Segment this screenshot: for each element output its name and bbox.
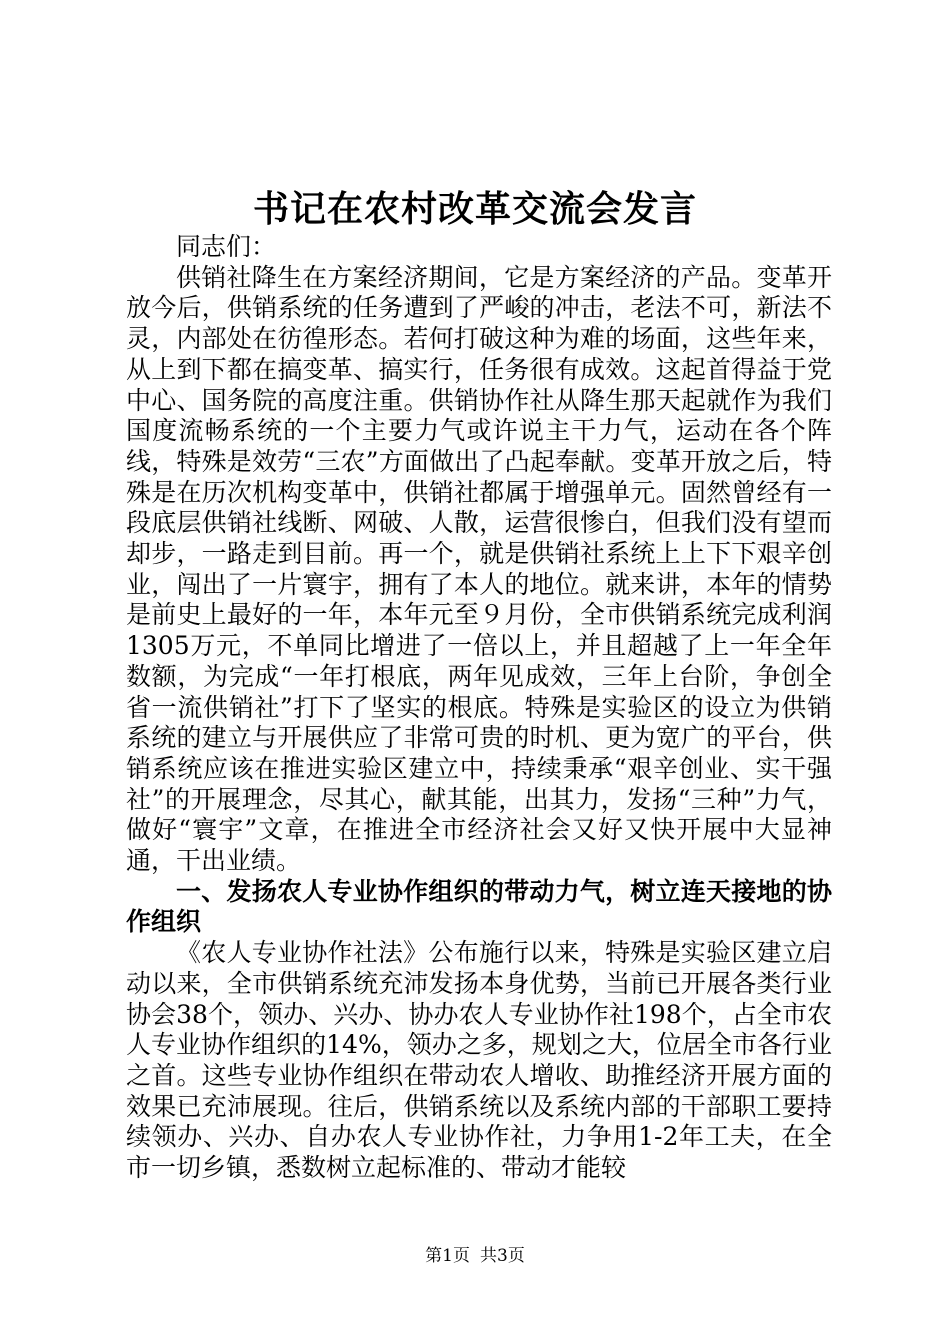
section-paragraph: 《农人专业协作社法》公布施行以来，特殊是实验区建立启动以来，全市供销系统充沛发扬本身优势，当前已开展各类行业协会38个，领办、兴办、协办农人专业协作社198个，占全市农人专业协作组织的14%，领办之多，规划之大，位居全市各行业之首。这些专业协作组织在带动农人增收、助推经济开展方面的效果已充沛展现。往后，供销系统以及系统内部的干部职工要持续领办、兴办、自办农人专业协作社，力争用1-2年工夫，在全市一切乡镇，悉数树立起标准的、带动才能较: [126, 938, 832, 1183]
salutation: 同志们：: [176, 232, 277, 261]
body-paragraph: 供销社降生在方案经济期间，它是方案经济的产品。变革开放今后，供销系统的任务遭到了严峻的冲击，老法不可，新法不灵，内部处在彷徨形态。若何打破这种为难的场面，这些年来，从上到下都在搞变革、搞实行，任务很有成效。这起首得益于党中心、国务院的高度注重。供销协作社从降生那天起就作为我们国度流畅系统的一个主要力气或许说主干力气，运动在各个阵线，特殊是效劳“三农”方面做出了凸起奉献。变革开放之后，特殊是在历次机构变革中，供销社都属于增强单元。固然曾经有一段底层供销社线断、网破、人散，运营很惨白，但我们没有望而却步，一路走到目前。再一个，就是供销社系统上上下下艰辛创业，闯出了一片寰宇，拥有了本人的地位。就来讲，本年的情势是前史上最好的一年，本年元至９月份，全市供销系统完成利润1305万元，不单同比增进了一倍以上，并且超越了上一年全年数额，为完成“一年打根底，两年见成效，三年上台阶，争创全省一流供销社”打下了坚实的根底。特殊是实验区的设立为供销系统的建立与开展供应了非常可贵的时机、更为宽广的平台，供销系统应该在推进实验区建立中，持续秉承“艰辛创业、实干强社”的开展理念，尽其心，献其能，出其力，发扬“三种”力气，做好“寰宇”文章，在推进全市经济社会又好又快开展中大显神通，干出业绩。: [126, 262, 832, 876]
page-number: 第1页: [425, 1246, 470, 1266]
document-body: [126, 232, 832, 1184]
document-title: 书记在农村改革交流会发言: [252, 188, 697, 230]
page-total: 共3页: [480, 1246, 525, 1266]
section-heading: 一、发扬农人专业协作组织的带动力气，树立连天接地的协作组织: [126, 876, 832, 937]
page-footer: [0, 1245, 950, 1267]
